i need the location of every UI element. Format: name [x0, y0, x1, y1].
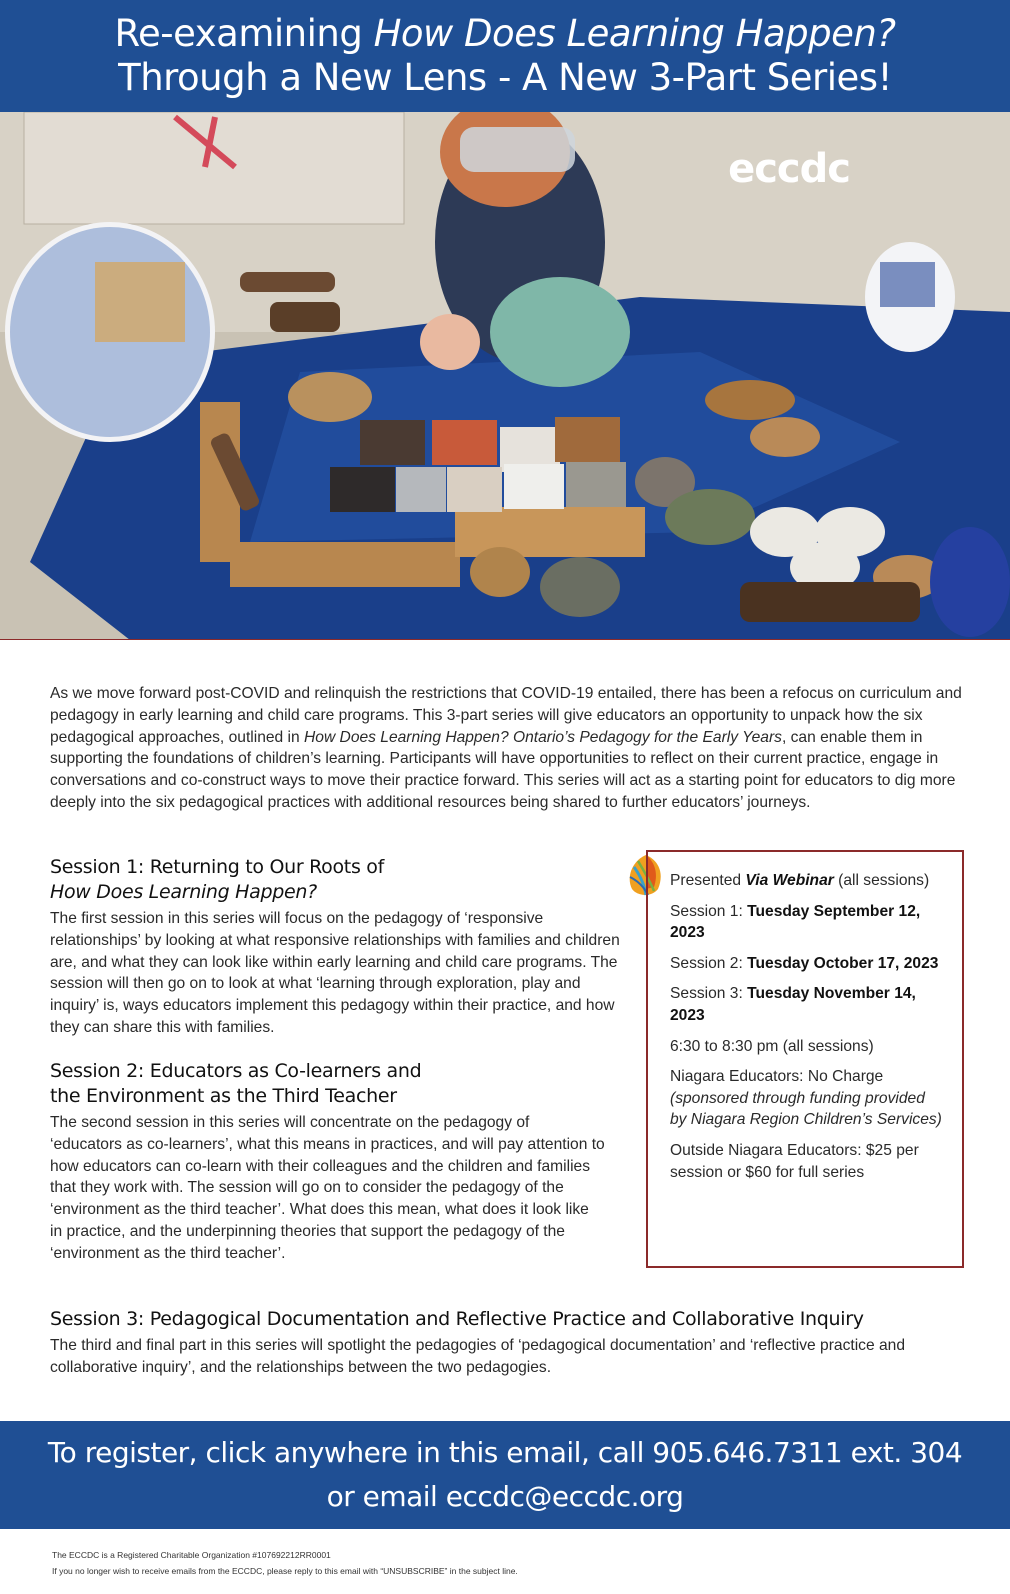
title-line-2: Through a New Lens - A New 3-Part Series! — [118, 56, 892, 99]
session-1 — [50, 855, 620, 1039]
register-line-2[interactable]: or email eccdc@eccdc.org — [326, 1480, 684, 1513]
outside-pricing: Outside Niagara Educators: $25 per session or $60 for full series — [670, 1141, 919, 1181]
session-time: 6:30 to 8:30 pm (all sessions) — [670, 1037, 874, 1055]
session-3 — [50, 1307, 960, 1379]
niagara-pricing: Niagara Educators: No Charge (sponsored through funding provided by Niagara Region Children’s Services) — [670, 1068, 942, 1129]
register-banner[interactable] — [0, 1421, 1010, 1529]
session-3-description: The third and final part in this series will spotlight the pedagogies of ‘pedagogical documentation’ and ‘reflective practice and collaborative inquiry’, and the relationships between the two pedagogies. — [50, 1337, 905, 1376]
session-1-description: The first session in this series will focus on the pedagogy of ‘responsive relationships’ by looking at what responsive relationships with families and children are, and what they can look like within early learning and child care programs. The session will then go on to look at what ‘learning through exploration, play and inquiry’ is, ways educators implement this pedagogy within their practice, and how they can share this with families. — [50, 910, 620, 1036]
session-1-heading: Session 1: Returning to Our Roots of How Does Learning Happen? — [50, 856, 384, 903]
charity-notice: The ECCDC is a Registered Charitable Organization #107692212RR0001 — [52, 1550, 331, 1560]
session-2 — [50, 1059, 605, 1265]
hero-photo[interactable] — [0, 112, 1010, 640]
session-3-date: Session 3: Tuesday November 14, 2023 — [670, 985, 916, 1024]
title-italic: How Does Learning Happen? — [373, 12, 896, 55]
page-title — [0, 0, 1010, 112]
unsubscribe-notice: If you no longer wish to receive emails from the ECCDC, please reply to this email with “UNSUBSCRIBE” in the subject line. — [52, 1566, 518, 1576]
session-3-heading: Session 3: Pedagogical Documentation and Reflective Practice and Collaborative Inquiry — [50, 1308, 864, 1330]
intro-book-title: How Does Learning Happen? Ontario’s Pedagogy for the Early Years — [304, 728, 782, 746]
session-2-description: The second session in this series will concentrate on the pedagogy of ‘educators as co-learners’, what this means in practices, and will pay attention to how educators can co-learn with their colleagues and the children and families that they work with. The session will go on to consider the pedagogy of the ‘environment as the third teacher’. What does this mean, what does it look like in practice, and the underpinning theories that support the pedagogy of the ‘environment as the third teacher’. — [50, 1114, 605, 1262]
intro-paragraph: As we move forward post-COVID and relinquish the restrictions that COVID-19 entailed, there has been a refocus on curriculum and pedagogy in early learning and child care programs. This 3-part series will give educators an opportunity to unpack how the six pedagogical approaches, outlined in How Does Learning Happen? Ontario’s Pedagogy for the Early Years, can enable them in supporting the foundations of children’s learning. Participants will have opportunities to reflect on their current practice, engage in conversations and co-construct ways to move their practice forward. This series will act as a starting point for educators to dig more deeply into the six pedagogical practices with additional resources being shared to further educators’ journeys. — [50, 685, 962, 811]
delivery-format: Presented Via Webinar (all sessions) — [670, 872, 930, 889]
title-line-1: Re-examining How Does Learning Happen? — [114, 12, 896, 55]
session-1-date: Session 1: Tuesday September 12, 2023 — [670, 902, 921, 942]
session-2-heading: Session 2: Educators as Co-learners and the Environment as the Third Teacher — [50, 1060, 422, 1107]
session-2-date: Session 2: Tuesday October 17, 2023 — [670, 954, 939, 972]
children-play-photo — [0, 112, 1010, 640]
event-details-box — [646, 850, 964, 1268]
register-line-1[interactable]: To register, click anywhere in this email, call 905.646.7311 ext. 304 — [47, 1436, 963, 1469]
eccdc-logo: eccdc — [728, 146, 850, 192]
footer — [52, 1547, 518, 1579]
